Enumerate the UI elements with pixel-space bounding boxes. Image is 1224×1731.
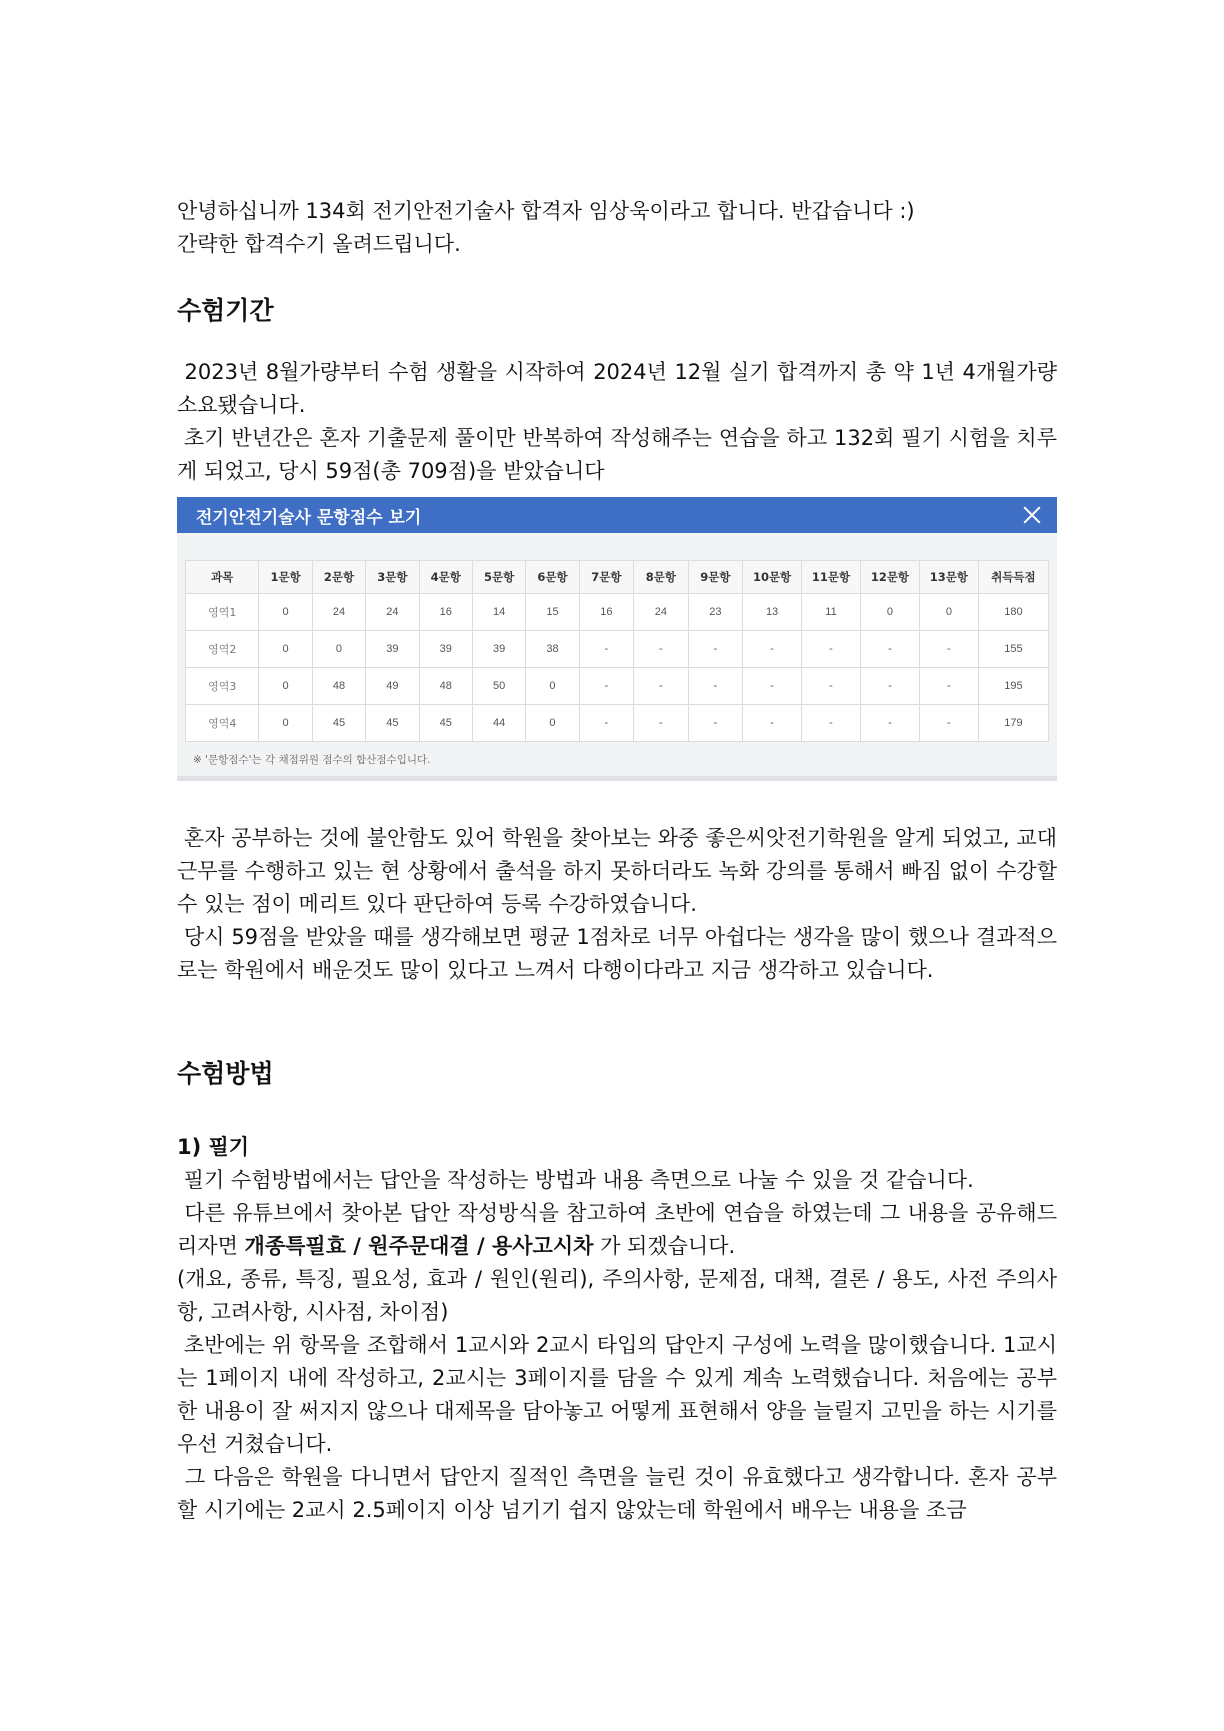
column-header: 12문항 bbox=[860, 561, 919, 594]
paragraph-method-intro: 필기 수험방법에서는 답안을 작성하는 방법과 내용 측면으로 나눌 수 있을 것 같습니다. bbox=[177, 1168, 974, 1192]
column-header: 2문항 bbox=[312, 561, 365, 594]
paragraph-first-attempt: 초기 반년간은 혼자 기출문제 풀이만 반복하여 작성해주는 연습을 하고 132회 필기 시험을 치루게 되었고, 당시 59점(총 709점)을 받았습니다 bbox=[177, 426, 1057, 483]
paragraph-answer-format bbox=[177, 1197, 1057, 1263]
table-cell: 180 bbox=[978, 594, 1048, 631]
table-cell: 0 bbox=[919, 594, 978, 631]
column-header: 1문항 bbox=[259, 561, 312, 594]
table-row bbox=[186, 594, 1049, 631]
table-cell: 48 bbox=[312, 668, 365, 705]
table-cell: - bbox=[919, 668, 978, 705]
dialog-footer-bar bbox=[177, 776, 1057, 781]
table-cell: - bbox=[634, 631, 688, 668]
table-cell: 48 bbox=[419, 668, 472, 705]
table-cell: 24 bbox=[366, 594, 419, 631]
table-cell: 50 bbox=[472, 668, 525, 705]
table-row bbox=[186, 705, 1049, 742]
table-cell: 13 bbox=[743, 594, 802, 631]
table-cell: - bbox=[579, 668, 633, 705]
column-header: 7문항 bbox=[579, 561, 633, 594]
paragraph-academy-effect: 그 다음은 학원을 다니면서 답안지 질적인 측면을 늘린 것이 유효했다고 생각합니다. 혼자 공부할 시기에는 2교시 2.5페이지 이상 넘기기 쉽지 않았는데 학원에서 배우는 내용을 조금 bbox=[177, 1465, 1057, 1522]
section-heading-exam-method: 수험방법 bbox=[177, 1059, 274, 1088]
table-cell: 24 bbox=[312, 594, 365, 631]
score-dialog-header bbox=[177, 497, 1057, 533]
table-cell: - bbox=[688, 668, 742, 705]
table-cell: 0 bbox=[860, 594, 919, 631]
table-cell: 15 bbox=[526, 594, 579, 631]
table-cell: - bbox=[579, 705, 633, 742]
paragraph-reflection: 당시 59점을 받았을 때를 생각해보면 평균 1점차로 너무 아쉽다는 생각을 많이 했으나 결과적으로는 학원에서 배운것도 많이 있다고 느껴서 다행이다라고 지금 생각하고 있습니다. bbox=[177, 925, 1057, 982]
score-table-note: ※ '문항점수'는 각 채점위원 점수의 합산점수입니다. bbox=[193, 754, 431, 766]
column-header: 과목 bbox=[186, 561, 259, 594]
table-cell: - bbox=[634, 668, 688, 705]
table-cell: 0 bbox=[526, 705, 579, 742]
table-cell: 45 bbox=[419, 705, 472, 742]
section-heading-exam-period: 수험기간 bbox=[177, 296, 274, 325]
table-cell: 179 bbox=[978, 705, 1048, 742]
column-header: 5문항 bbox=[472, 561, 525, 594]
table-cell: 0 bbox=[259, 668, 312, 705]
table-cell: 영역3 bbox=[186, 668, 259, 705]
column-header: 취득득점 bbox=[978, 561, 1048, 594]
table-cell: 0 bbox=[259, 631, 312, 668]
table-cell: - bbox=[688, 631, 742, 668]
paragraph-exam-duration-text: 2023년 8월가량부터 수험 생활을 시작하여 2024년 12월 실기 합격까지 총 약 1년 4개월가량 소요됐습니다. bbox=[177, 360, 1057, 417]
score-table bbox=[185, 560, 1049, 742]
table-cell: - bbox=[919, 631, 978, 668]
table-row bbox=[186, 631, 1049, 668]
column-header: 3문항 bbox=[366, 561, 419, 594]
close-icon[interactable] bbox=[1023, 506, 1041, 524]
table-cell: 영역4 bbox=[186, 705, 259, 742]
table-cell: 38 bbox=[526, 631, 579, 668]
answer-format-tail: 가 되겠습니다. bbox=[593, 1234, 736, 1258]
table-cell: 39 bbox=[419, 631, 472, 668]
paragraph-academy: 혼자 공부하는 것에 불안함도 있어 학원을 찾아보는 와중 좋은씨앗전기학원을 알게 되었고, 교대근무를 수행하고 있는 현 상황에서 출석을 하지 못하더라도 녹화 강의를 통해서 빠짐 없이 수강할 수 있는 점이 메리트 있다 판단하여 등록 수강하였습니다. bbox=[177, 826, 1057, 916]
table-cell: 0 bbox=[526, 668, 579, 705]
table-cell: 39 bbox=[366, 631, 419, 668]
score-dialog bbox=[177, 497, 1057, 781]
score-table-header-row bbox=[186, 561, 1049, 594]
score-dialog-title: 전기안전기술사 문항점수 보기 bbox=[196, 507, 422, 528]
table-cell: - bbox=[634, 705, 688, 742]
table-cell: 0 bbox=[259, 705, 312, 742]
paragraph-early-practice: 초반에는 위 항목을 조합해서 1교시와 2교시 타입의 답안지 구성에 노력을 많이했습니다. 1교시는 1페이지 내에 작성하고, 2교시는 3페이지를 담을 수 있게 계속 노력했습니다. 처음에는 공부한 내용이 잘 써지지 않으나 대제목을 담아놓고 어떻게 표현해서 양을 늘릴지 고민을 하는 시기를 우선 거쳤습니다. bbox=[177, 1333, 1057, 1456]
column-header: 10문항 bbox=[743, 561, 802, 594]
column-header: 11문항 bbox=[802, 561, 861, 594]
table-cell: - bbox=[743, 668, 802, 705]
document-page bbox=[177, 195, 1057, 1527]
intro-line-1: 안녕하십니까 134회 전기안전기술사 합격자 임상욱이라고 합니다. 반갑습니다 :) bbox=[177, 199, 915, 223]
table-cell: - bbox=[860, 668, 919, 705]
table-cell: 195 bbox=[978, 668, 1048, 705]
table-cell: 45 bbox=[366, 705, 419, 742]
table-cell: 16 bbox=[419, 594, 472, 631]
answer-format-mnemonic: 개종특필효 / 원주문대결 / 용사고시차 bbox=[244, 1234, 594, 1258]
table-cell: 45 bbox=[312, 705, 365, 742]
table-cell: 0 bbox=[312, 631, 365, 668]
table-cell: 39 bbox=[472, 631, 525, 668]
column-header: 13문항 bbox=[919, 561, 978, 594]
table-cell: - bbox=[919, 705, 978, 742]
table-cell: - bbox=[688, 705, 742, 742]
table-cell: - bbox=[802, 705, 861, 742]
intro-line-2: 간략한 합격수기 올려드립니다. bbox=[177, 232, 461, 256]
paragraph-mnemonic-expansion: (개요, 종류, 특징, 필요성, 효과 / 원인(원리), 주의사항, 문제점, 대책, 결론 / 용도, 사전 주의사항, 고려사항, 시사점, 차이점) bbox=[177, 1267, 1057, 1324]
table-cell: 영역1 bbox=[186, 594, 259, 631]
table-cell: 24 bbox=[634, 594, 688, 631]
table-cell: - bbox=[743, 631, 802, 668]
table-row bbox=[186, 668, 1049, 705]
table-cell: - bbox=[860, 631, 919, 668]
subheading-written-exam: 1) 필기 bbox=[177, 1135, 250, 1159]
table-cell: - bbox=[802, 631, 861, 668]
column-header: 4문항 bbox=[419, 561, 472, 594]
table-cell: 44 bbox=[472, 705, 525, 742]
table-cell: - bbox=[802, 668, 861, 705]
table-cell: - bbox=[579, 631, 633, 668]
table-cell: 23 bbox=[688, 594, 742, 631]
table-cell: 영역2 bbox=[186, 631, 259, 668]
column-header: 6문항 bbox=[526, 561, 579, 594]
table-cell: 49 bbox=[366, 668, 419, 705]
table-cell: 0 bbox=[259, 594, 312, 631]
column-header: 9문항 bbox=[688, 561, 742, 594]
table-cell: 16 bbox=[579, 594, 633, 631]
column-header: 8문항 bbox=[634, 561, 688, 594]
table-cell: 14 bbox=[472, 594, 525, 631]
answer-format-text: 다른 유튜브에서 찾아본 답안 작성방식을 참고하여 초반에 연습을 하였는데 그 내용을 공유해드리자면 bbox=[177, 1201, 1057, 1258]
table-cell: - bbox=[860, 705, 919, 742]
table-cell: 155 bbox=[978, 631, 1048, 668]
table-cell: - bbox=[743, 705, 802, 742]
table-cell: 11 bbox=[802, 594, 861, 631]
